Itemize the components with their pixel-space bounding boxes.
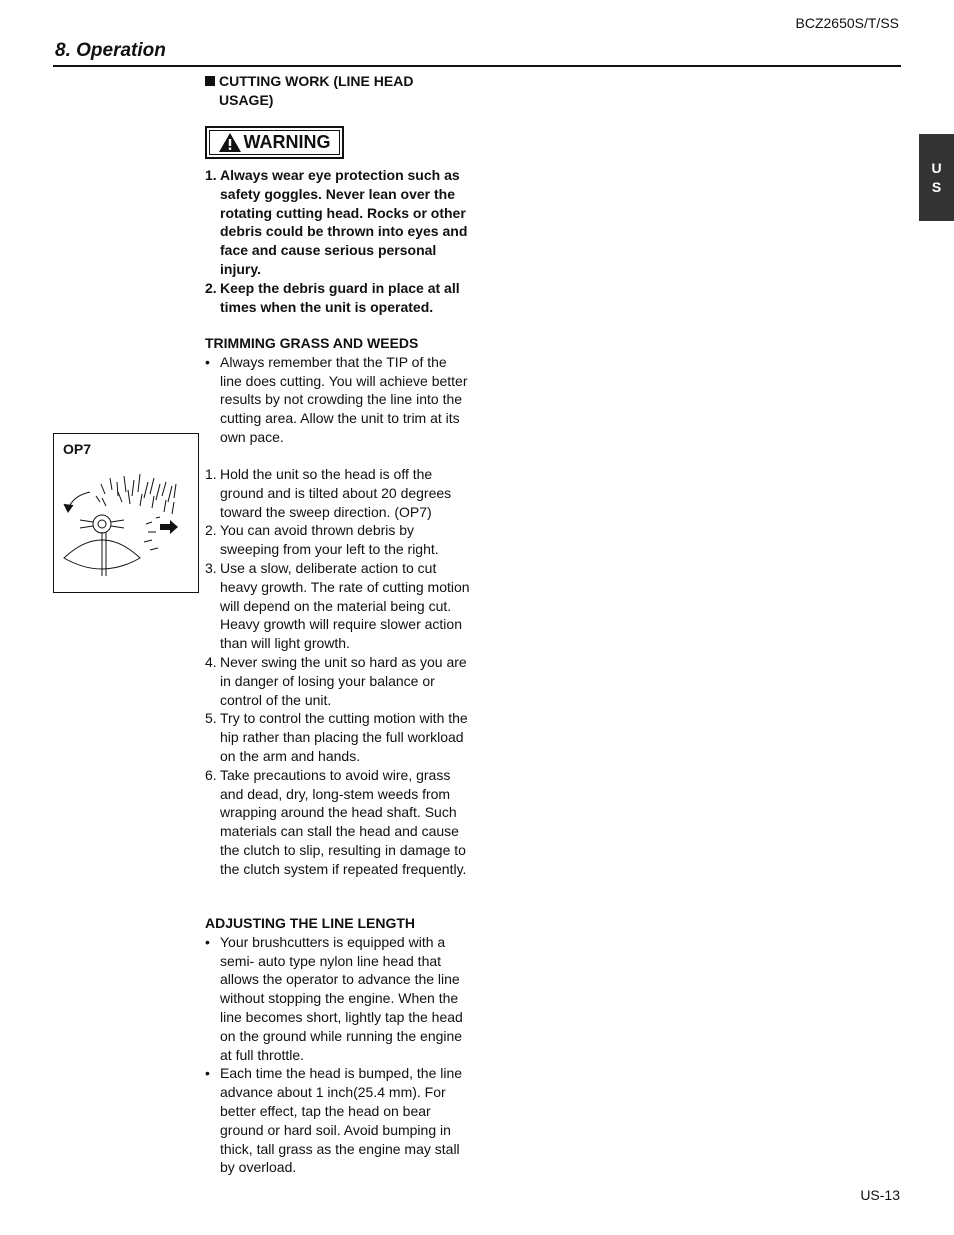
figure-label: OP7 xyxy=(63,441,92,457)
tab-letter: S xyxy=(931,178,942,195)
language-tab xyxy=(919,134,954,221)
warning-triangle-icon xyxy=(219,133,241,152)
list-item: 3. Use a slow, deliberate action to cut heavy growth. The rate of cutting motion will depend on the material being cut. Heavy growth will require slower action than will light growth. xyxy=(205,559,470,652)
trimmer-illustration xyxy=(60,462,194,586)
heading-line: USAGE) xyxy=(219,92,274,108)
list-item: 4. Never swing the unit so hard as you are in danger of losing your balance or control of the unit. xyxy=(205,653,467,708)
header-rule xyxy=(53,65,901,67)
figure-op7 xyxy=(53,433,199,593)
adjusting-heading: ADJUSTING THE LINE LENGTH xyxy=(205,915,416,931)
list-item: 2. You can avoid thrown debris by sweeping from your left to the right. xyxy=(205,522,439,558)
list-item: 5. Try to control the cutting motion with the hip rather than placing the full workload on the arm and hands. xyxy=(205,710,468,764)
model-number: BCZ2650S/T/SS xyxy=(795,15,899,31)
square-bullet-icon xyxy=(205,76,215,86)
list-item: • Your brushcutters is equipped with a semi- auto type nylon line head that allows the operator to advance the line without stopping the engine. When the line becomes short, lightly tap the head on the ground while running the engine at full throttle. xyxy=(205,933,463,1063)
page-number: US-13 xyxy=(860,1187,900,1203)
section-title: 8. Operation xyxy=(55,40,166,61)
list-item: 1. Always wear eye protection such as safety goggles. Never lean over the rotating cutting head. Rocks or other debris could be thrown into eyes and face and cause serious personal injury. xyxy=(205,167,468,277)
adjusting-section xyxy=(205,914,470,1177)
cutting-work-heading xyxy=(205,72,470,110)
tab-letter: U xyxy=(931,159,942,176)
warning-box xyxy=(205,126,344,159)
list-item: 2. Keep the debris guard in place at all times when the unit is operated. xyxy=(205,279,460,315)
list-item: • Always remember that the TIP of the line does cutting. You will achieve better results by not crowding the line into the cutting area. Allow the unit to trim at its own pace. xyxy=(205,353,468,445)
trimming-section xyxy=(205,334,470,447)
warning-label: WARNING xyxy=(243,132,331,152)
trimming-heading: TRIMMING GRASS AND WEEDS xyxy=(205,335,419,351)
list-item: • Each time the head is bumped, the line advance about 1 inch(25.4 mm). For better effect, tap the head on bear ground or hard soil. Avoid bumping in thick, tall grass as the engine may stall by overload. xyxy=(205,1065,463,1176)
trimming-steps xyxy=(205,465,470,879)
heading-line: CUTTING WORK (LINE HEAD xyxy=(219,73,414,89)
warning-list xyxy=(205,166,470,316)
list-item: 1. Hold the unit so the head is off the ground and is tilted about 20 degrees toward the sweep direction. (OP7) xyxy=(205,466,452,520)
list-item: 6. Take precautions to avoid wire, grass and dead, dry, long-stem weeds from wrapping around the head shaft. Such materials can stall the head and cause the clutch to slip, resulting in damage to the clutch system if repeated frequently. xyxy=(205,766,467,877)
